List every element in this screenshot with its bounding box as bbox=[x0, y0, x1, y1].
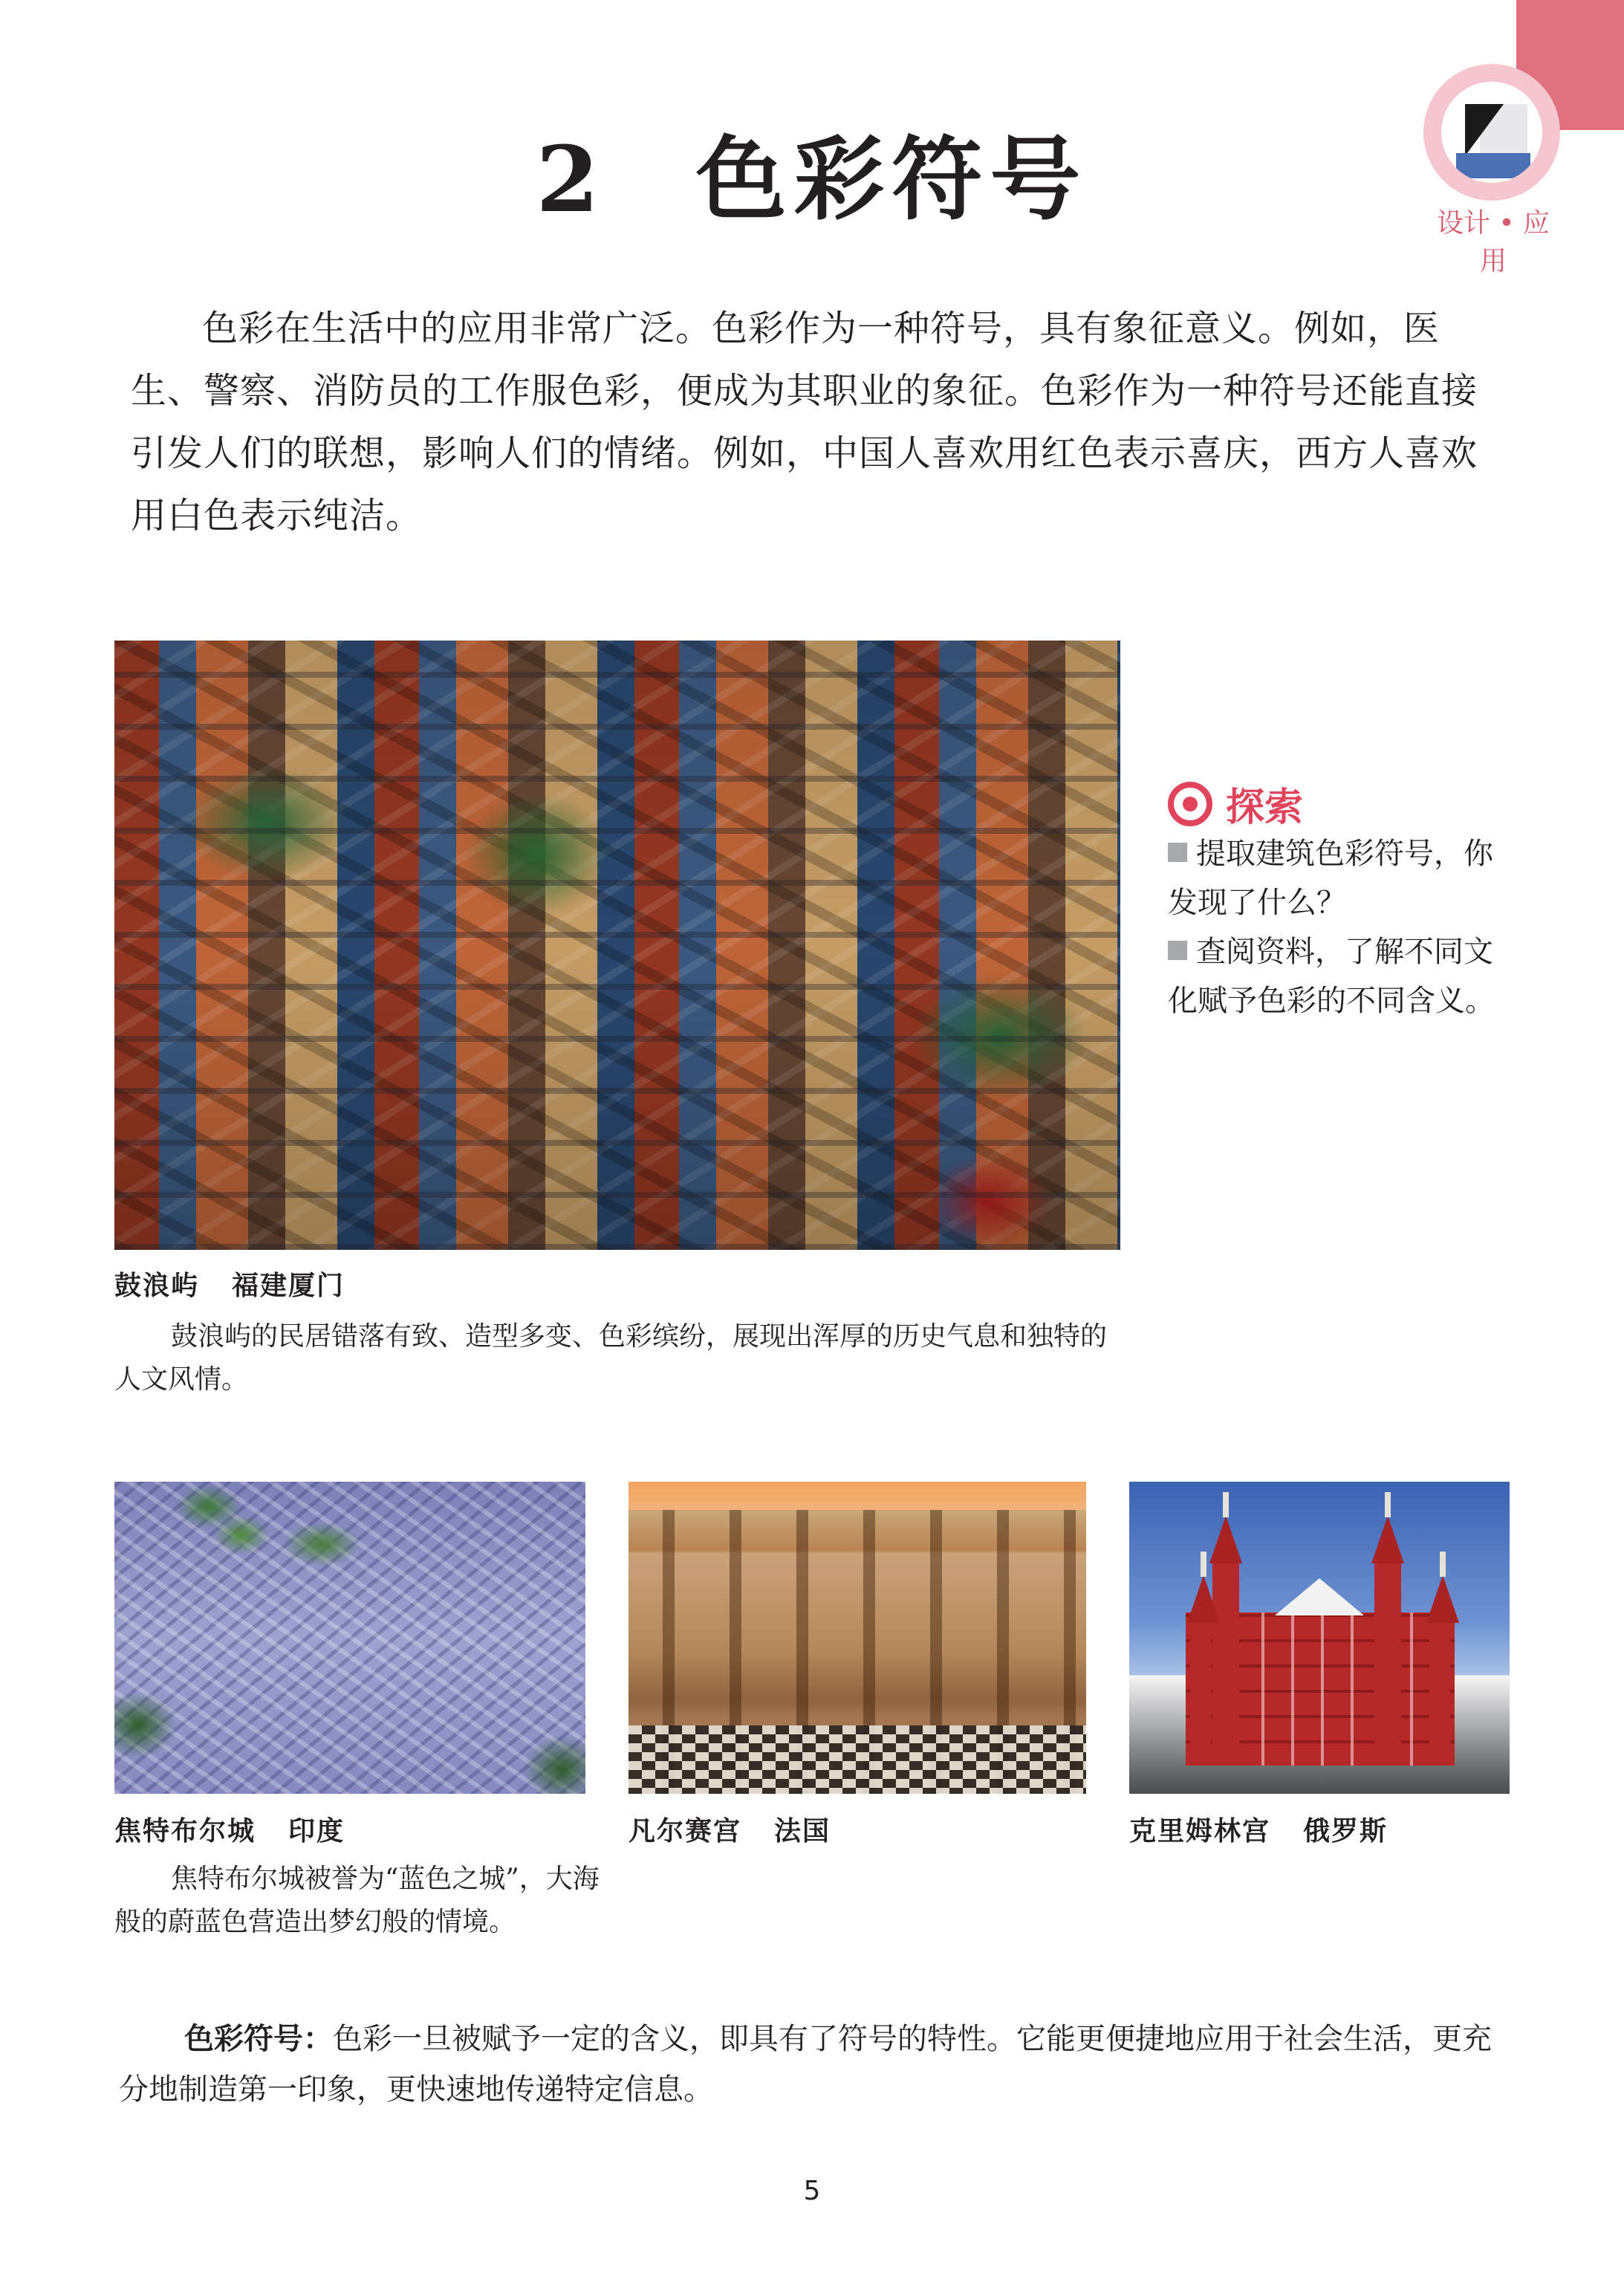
caption-place: 鼓浪屿 bbox=[114, 1271, 200, 1301]
explore-header bbox=[1168, 776, 1517, 829]
kremlin-photo bbox=[1129, 1482, 1510, 1794]
lesson-title: 色彩符号 bbox=[695, 126, 1088, 233]
section-label: 设计 • 应用 bbox=[1436, 208, 1550, 276]
explore-item: 查阅资料，了解不同文化赋予色彩的不同含义。 bbox=[1168, 935, 1495, 1018]
lesson-number: 2 bbox=[536, 126, 607, 233]
explore-title: 探索 bbox=[1226, 785, 1304, 830]
versailles-caption bbox=[629, 1810, 831, 1848]
intro-paragraph: 色彩在生活中的应用非常广泛。色彩作为一种符号，具有象征意义。例如，医生、警察、消防员的工作服色彩，便成为其职业的象征。色彩作为一种符号还能直接引发人们的联想，影响人们的情绪。例如，中国人喜欢用红色表示喜庆，西方人喜欢用白色表示纯洁。 bbox=[131, 308, 1478, 537]
caption-place: 克里姆林宫 bbox=[1129, 1816, 1271, 1847]
target-icon bbox=[1168, 782, 1212, 826]
caption-country: 俄罗斯 bbox=[1303, 1816, 1388, 1847]
definition-paragraph bbox=[119, 2014, 1516, 2115]
jodhpur-caption bbox=[114, 1810, 345, 1848]
gulangyu-caption bbox=[114, 1265, 345, 1303]
jodhpur-photo bbox=[114, 1482, 585, 1794]
square-bullet-icon bbox=[1168, 941, 1187, 960]
explore-item: 提取建筑色彩符号，你发现了什么？ bbox=[1168, 837, 1493, 920]
caption-place: 焦特布尔城 bbox=[114, 1816, 256, 1847]
caption-region: 福建厦门 bbox=[232, 1271, 345, 1301]
definition-text: 色彩一旦被赋予一定的含义，即具有了符号的特性。它能更便捷地应用于社会生活，更充分地制造第一印象，更快速地传递特定信息。 bbox=[119, 2022, 1492, 2107]
caption-country: 印度 bbox=[288, 1816, 345, 1847]
square-bullet-icon bbox=[1168, 843, 1187, 862]
page-number: 5 bbox=[803, 2176, 821, 2206]
kremlin-caption bbox=[1129, 1810, 1388, 1848]
jodhpur-description: 焦特布尔城被誉为“蓝色之城”，大海般的蔚蓝色营造出梦幻般的情境。 bbox=[114, 1864, 600, 1937]
explore-box bbox=[1168, 776, 1517, 1025]
caption-place: 凡尔赛宫 bbox=[629, 1816, 742, 1847]
gulangyu-description: 鼓浪屿的民居错落有致、造型多变、色彩缤纷，展现出浑厚的历史气息和独特的人文风情。 bbox=[114, 1321, 1108, 1395]
page-title bbox=[0, 125, 1624, 233]
gulangyu-photo bbox=[114, 641, 1120, 1250]
versailles-photo bbox=[629, 1482, 1086, 1794]
caption-country: 法国 bbox=[774, 1816, 831, 1847]
definition-term: 色彩符号： bbox=[184, 2021, 333, 2056]
